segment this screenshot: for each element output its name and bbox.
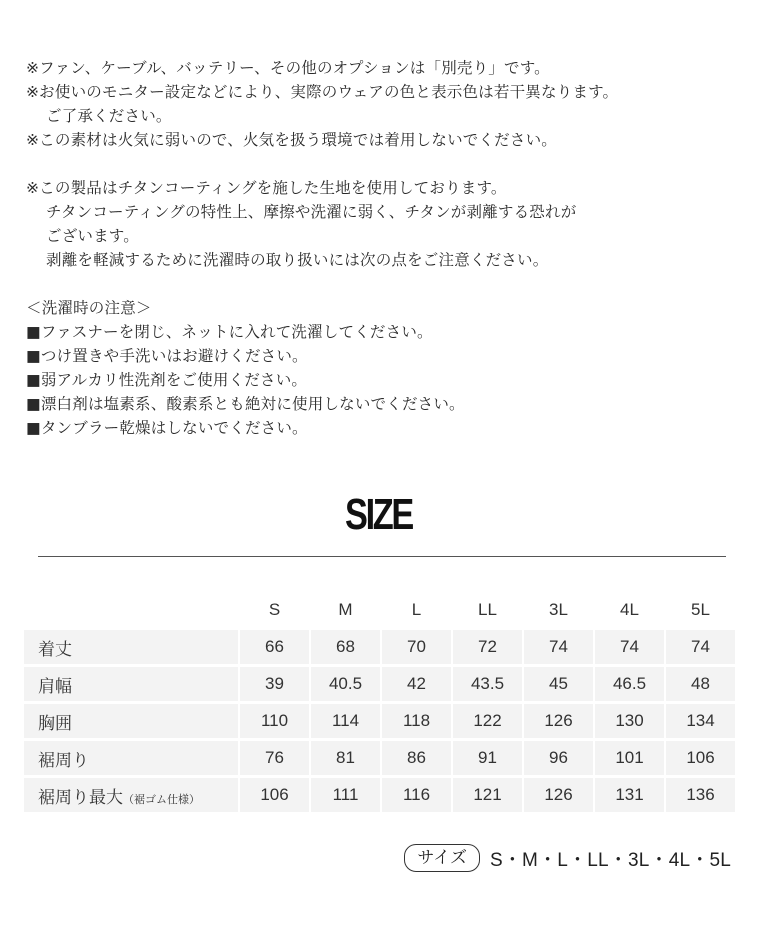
table-cell: 40.5 [311,667,380,701]
size-label-pill: サイズ [404,844,480,872]
note-titanium-cont-3: 剥離を軽減するために洗濯時の取り扱いには次の点をご注意ください。 [46,251,549,269]
corner-cell [24,593,238,627]
table-cell: 121 [453,778,522,812]
table-cell: 81 [311,741,380,775]
table-cell: 48 [666,667,735,701]
table-cell: 134 [666,704,735,738]
size-col-header: L [411,600,422,619]
table-cell: 122 [453,704,522,738]
wash-item: ■タンブラー乾燥はしないでください。 [26,419,308,437]
row-label-text: 肩幅 [38,676,72,697]
row-label-text: 着丈 [38,639,72,660]
note-titanium-cont-2: ございます。 [46,227,139,245]
table-cell: 126 [524,704,593,738]
row-label-text: 胸囲 [38,713,72,734]
table-cell: 74 [524,630,593,664]
size-table [22,590,737,815]
table-cell: 91 [453,741,522,775]
table-cell: 66 [240,630,309,664]
size-heading: SIZE [345,490,412,539]
table-cell: 74 [666,630,735,664]
row-label-text: 裾周り最大 [38,787,123,808]
table-cell: 76 [240,741,309,775]
table-cell: 110 [240,704,309,738]
size-list: S・M・L・LL・3L・4L・5L [489,849,731,871]
table-row [24,667,735,701]
divider [38,556,726,557]
table-cell: 39 [240,667,309,701]
size-col-header: S [268,600,281,619]
note-options: ※ファン、ケーブル、バッテリー、その他のオプションは「別売り」です。 [26,59,550,77]
row-label [24,741,238,775]
table-cell: 136 [666,778,735,812]
table-cell: 106 [666,741,735,775]
table-cell: 70 [382,630,451,664]
table-cell: 118 [382,704,451,738]
table-cell: 72 [453,630,522,664]
table-cell: 114 [311,704,380,738]
product-notes [26,56,746,440]
size-col-header: M [338,600,353,619]
wash-item: ■漂白剤は塩素系、酸素系とも絶対に使用しないでください。 [26,395,465,413]
size-col-header: 5L [691,600,710,619]
table-cell: 101 [595,741,664,775]
size-col-header: 3L [549,600,568,619]
wash-heading: ＜洗濯時の注意＞ [26,299,152,317]
row-label [24,778,238,812]
table-cell: 74 [595,630,664,664]
wash-item: ■つけ置きや手洗いはお避けください。 [26,347,308,365]
row-label [24,630,238,664]
wash-item: ■弱アルカリ性洗剤をご使用ください。 [26,371,308,389]
wash-item: ■ファスナーを閉じ、ネットに入れて洗濯してください。 [26,323,433,341]
table-cell: 126 [524,778,593,812]
table-row [24,741,735,775]
table-cell: 86 [382,741,451,775]
note-color: ※お使いのモニター設定などにより、実際のウェアの色と表示色は若干異なります。 [26,83,619,101]
row-label-text: 裾周り [38,750,89,771]
table-cell: 45 [524,667,593,701]
table-row [24,778,735,812]
table-row [24,630,735,664]
table-cell: 130 [595,704,664,738]
table-cell: 106 [240,778,309,812]
table-cell: 96 [524,741,593,775]
row-label-note: （裾ゴム仕様） [123,792,200,806]
size-col-header: LL [478,600,497,619]
row-label [24,704,238,738]
size-col-header: 4L [620,600,639,619]
note-titanium: ※この製品はチタンコーティングを施した生地を使用しております。 [26,179,507,197]
note-titanium-cont-1: チタンコーティングの特性上、摩擦や洗濯に弱く、チタンが剥離する恐れが [46,203,577,221]
table-row [24,704,735,738]
note-fire: ※この素材は火気に弱いので、火気を扱う環境では着用しないでください。 [26,131,557,149]
table-cell: 42 [382,667,451,701]
table-cell: 116 [382,778,451,812]
table-cell: 43.5 [453,667,522,701]
available-sizes [404,844,731,872]
note-color-cont: ご了承ください。 [46,107,172,125]
row-label [24,667,238,701]
table-cell: 68 [311,630,380,664]
table-cell: 111 [311,778,380,812]
table-cell: 131 [595,778,664,812]
table-cell: 46.5 [595,667,664,701]
size-header-row [24,593,735,627]
